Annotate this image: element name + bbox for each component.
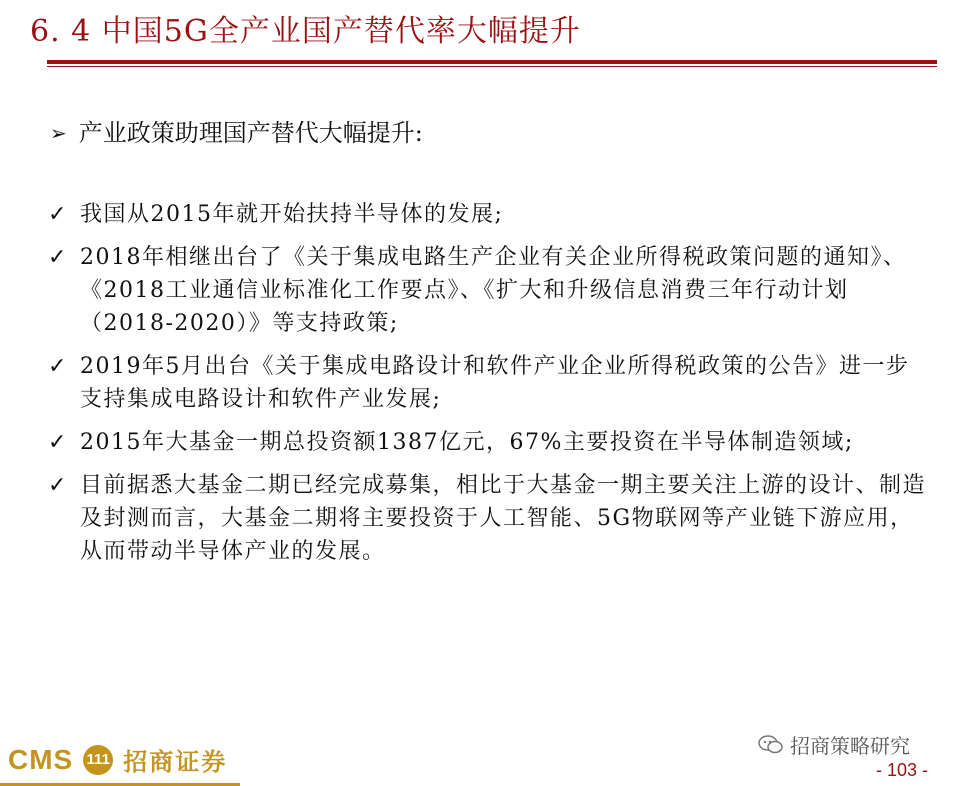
list-item	[48, 198, 928, 231]
title-divider	[47, 60, 937, 64]
list-item-text: 2019年5月出台《关于集成电路设计和软件产业企业所得税政策的公告》进一步支持集成电路设计和软件产业发展;	[80, 354, 910, 412]
list-item	[48, 241, 928, 340]
list-item-text: 2018年相继出台了《关于集成电路生产企业有关企业所得税政策问题的通知》、《2018工业通信业标准化工作要点》、《扩大和升级信息消费三年行动计划（2018-2020）》等支持政策;	[80, 245, 907, 336]
page-number: - 103 -	[876, 760, 929, 780]
list-item-text: 我国从2015年就开始扶持半导体的发展;	[80, 202, 504, 227]
wechat-account-name: 招商策略研究	[790, 734, 910, 758]
section-heading	[50, 116, 423, 150]
list-item	[48, 350, 928, 416]
checkmark-icon: ✓	[48, 354, 67, 379]
checkmark-icon: ✓	[48, 473, 67, 498]
checkmark-icon: ✓	[48, 245, 67, 270]
cms-logo-text: CMS	[8, 743, 74, 775]
list-item	[48, 426, 928, 459]
company-name: 招商证券	[123, 747, 228, 776]
list-item-text: 目前据悉大基金二期已经完成募集，相比于大基金一期主要关注上游的设计、制造及封测而言，大基金二期将主要投资于人工智能、5G物联网等产业链下游应用，从而带动半导体产业的发展。	[80, 473, 927, 564]
company-logo	[8, 742, 227, 777]
list-item	[48, 469, 928, 568]
title-divider-thin	[47, 66, 937, 67]
list-item-text: 2015年大基金一期总投资额1387亿元，67%主要投资在半导体制造领域;	[80, 430, 854, 455]
policy-list	[48, 198, 928, 578]
wechat-watermark	[758, 730, 910, 759]
logo-badge-icon: 111	[83, 745, 113, 775]
checkmark-icon: ✓	[48, 430, 67, 455]
arrow-right-icon: ➢	[50, 121, 67, 145]
wechat-icon	[758, 734, 784, 756]
page-title: 6. 4 中国5G全产业国产替代率大幅提升	[30, 14, 581, 49]
checkmark-icon: ✓	[48, 202, 67, 227]
section-heading-text: 产业政策助理国产替代大幅提升:	[78, 119, 423, 147]
